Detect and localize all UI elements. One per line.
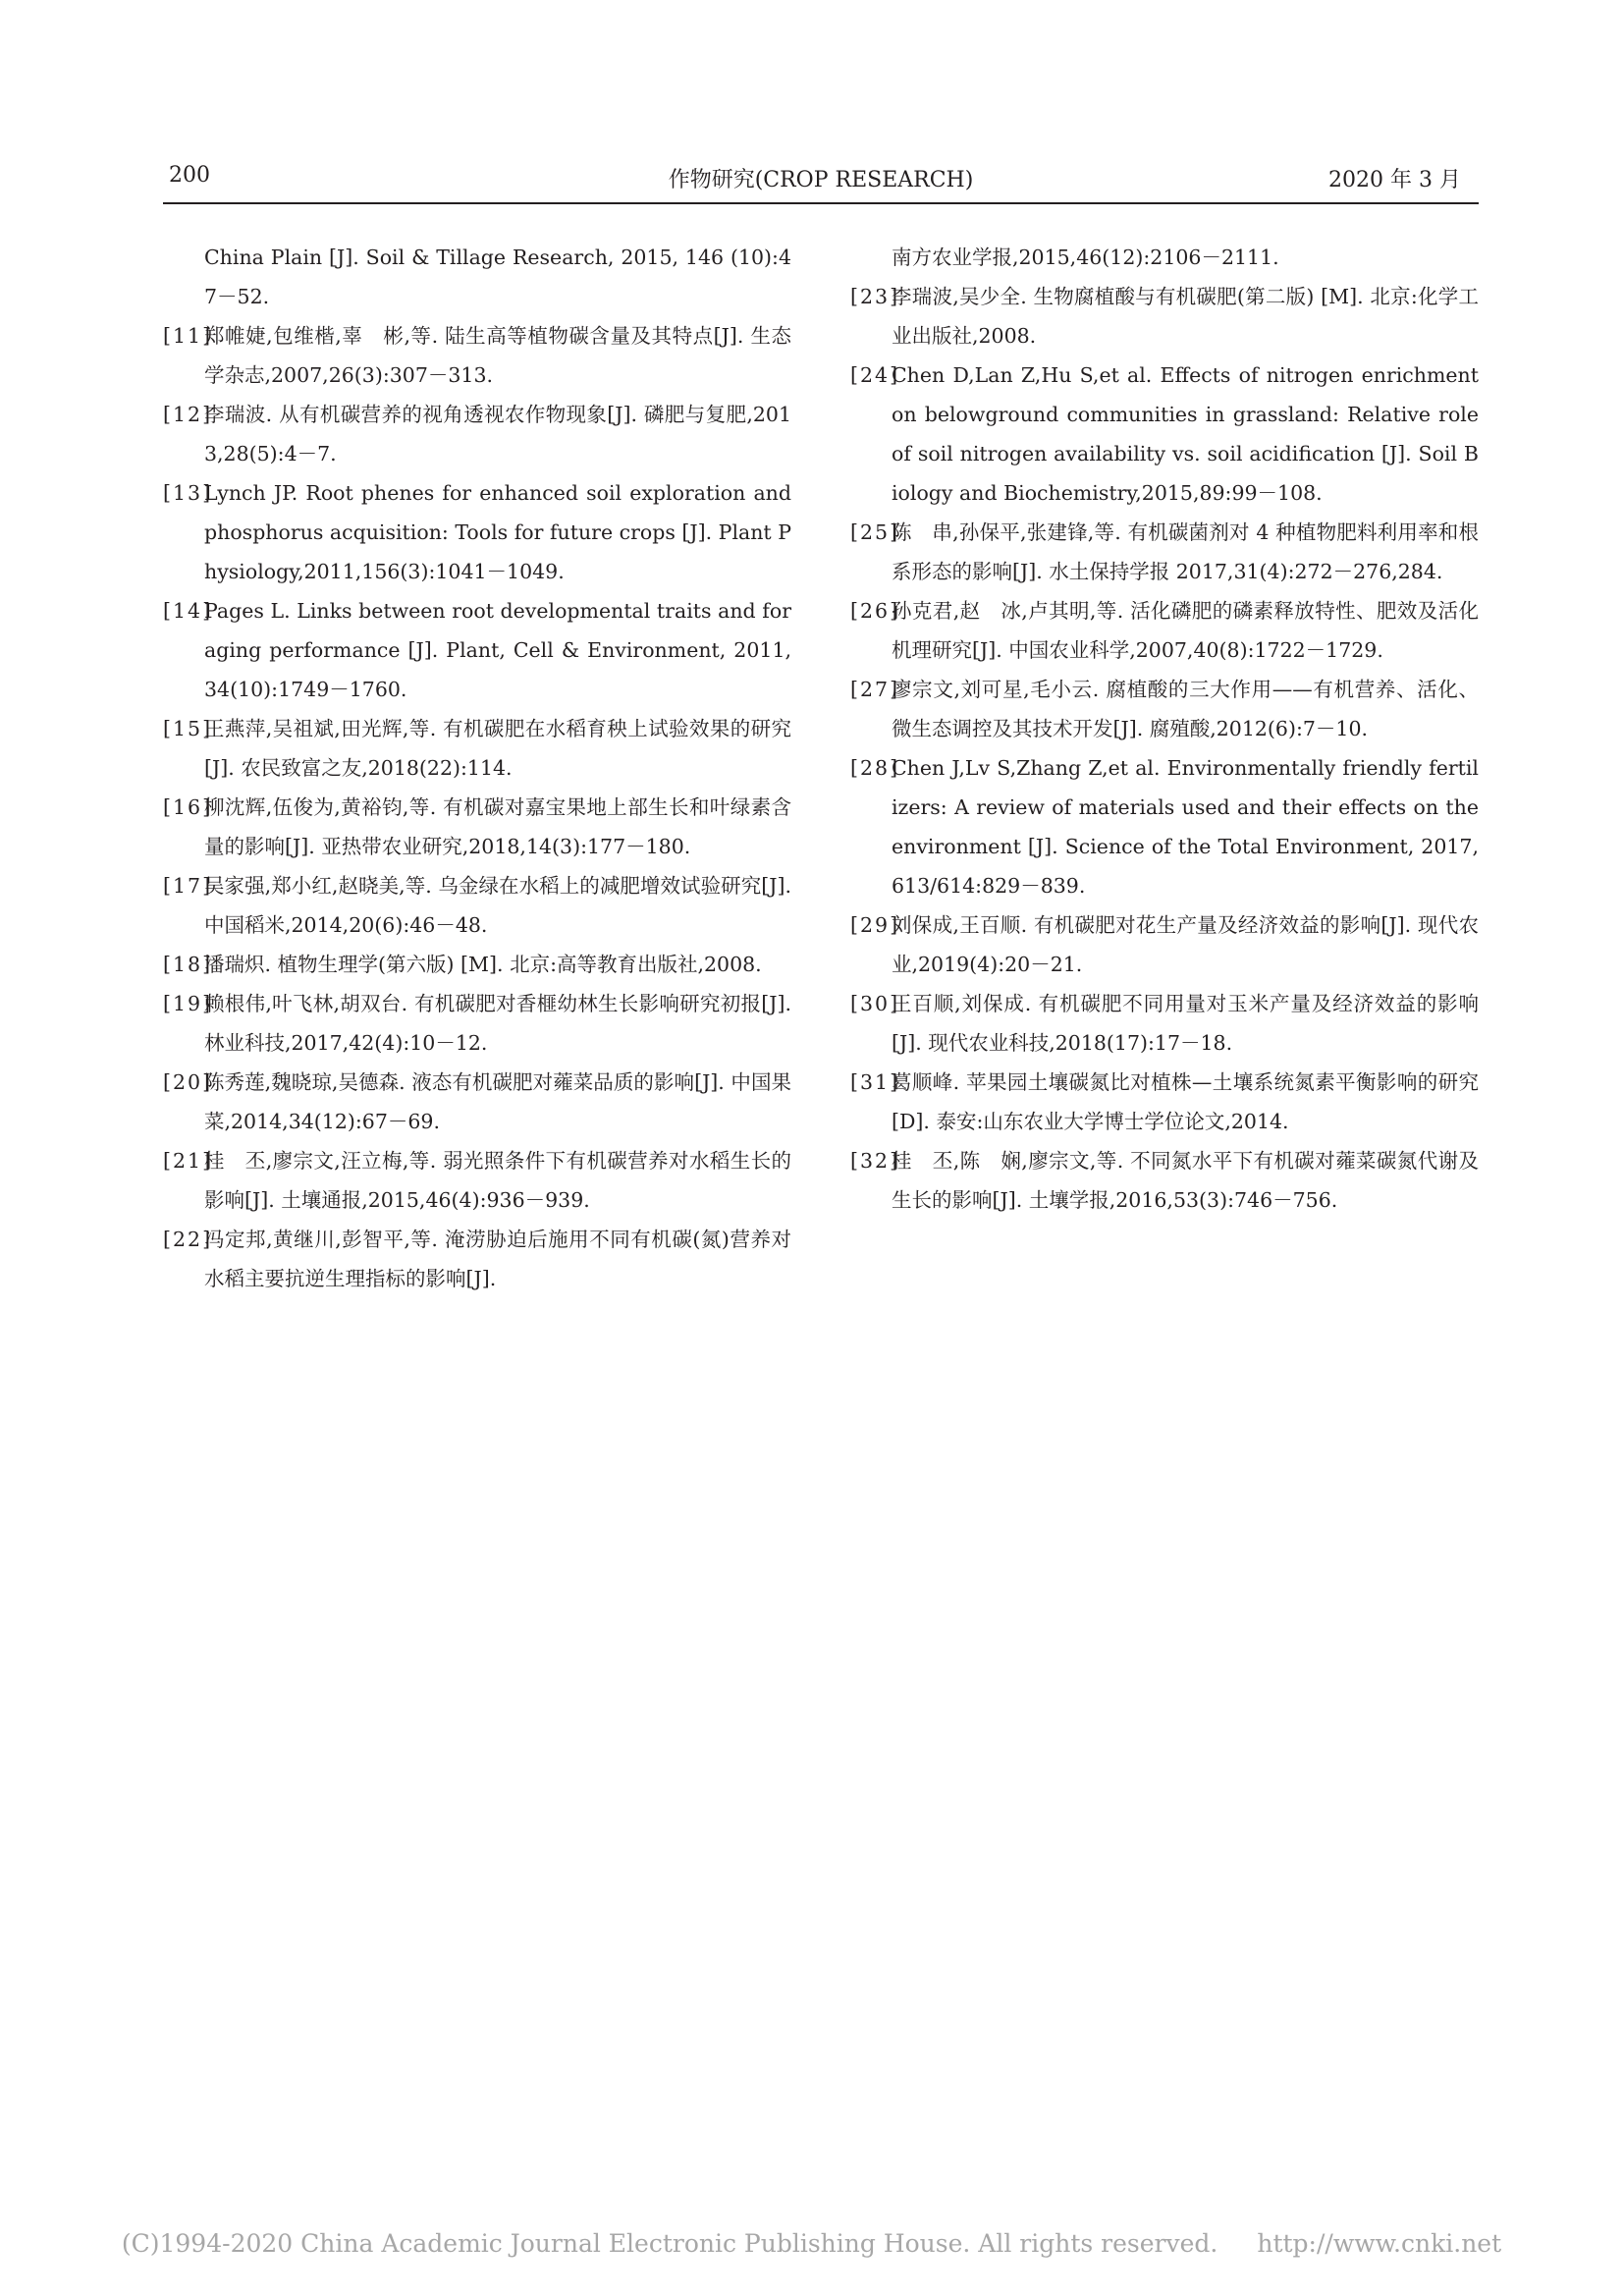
reference-text: 刘保成,王百顺. 有机碳肥对花生产量及经济效益的影响[J]. 现代农业,2019(4):20－21. bbox=[892, 913, 1479, 976]
reference-item bbox=[850, 277, 1479, 355]
reference-number: [12] bbox=[163, 403, 213, 426]
reference-number: [20] bbox=[163, 1070, 213, 1094]
reference-number: [15] bbox=[163, 717, 213, 740]
reference-item bbox=[850, 355, 1479, 513]
reference-text: 孙克君,赵 冰,卢其明,等. 活化磷肥的磷素释放特性、肥效及活化机理研究[J]. 中国农业科学,2007,40(8):1722－1729. bbox=[892, 599, 1479, 662]
reference-text: 桂 丕,廖宗文,汪立梅,等. 弱光照条件下有机碳营养对水稻生长的影响[J]. 土壤通报,2015,46(4):936－939. bbox=[204, 1149, 791, 1212]
reference-text: 陈秀莲,魏晓琼,吴德森. 液态有机碳肥对蕹菜品质的影响[J]. 中国果菜,2014,34(12):67－69. bbox=[204, 1070, 791, 1133]
page-number: 200 bbox=[169, 163, 210, 188]
reference-number: [17] bbox=[163, 874, 213, 898]
reference-text: Lynch JP. Root phenes for enhanced soil exploration and phosphorus acquisition: Tools for future crops [J]. Plant Physiology,2011,156(3):1041－1049. bbox=[204, 481, 791, 583]
reference-text: Pages L. Links between root developmental traits and foraging performance [J]. Plant, Cell & Environment, 2011,34(10):1749－1760. bbox=[204, 599, 791, 701]
reference-text: 王燕萍,吴祖斌,田光辉,等. 有机碳肥在水稻育秧上试验效果的研究[J]. 农民致富之友,2018(22):114. bbox=[204, 717, 791, 780]
reference-item bbox=[163, 788, 791, 866]
reference-text: 南方农业学报,2015,46(12):2106－2111. bbox=[892, 246, 1279, 269]
reference-text: 李瑞波. 从有机碳营养的视角透视农作物现象[J]. 磷肥与复肥,2013,28(5):4－7. bbox=[204, 403, 791, 465]
reference-number: [32] bbox=[850, 1149, 900, 1173]
reference-number: [14] bbox=[163, 599, 213, 623]
reference-item bbox=[850, 1141, 1479, 1220]
reference-text: 柳沈辉,伍俊为,黄裕钧,等. 有机碳对嘉宝果地上部生长和叶绿素含量的影响[J]. 亚热带农业研究,2018,14(3):177－180. bbox=[204, 795, 791, 858]
reference-number: [30] bbox=[850, 992, 900, 1015]
reference-text: 廖宗文,刘可星,毛小云. 腐植酸的三大作用——有机营养、活化、微生态调控及其技术开发[J]. 腐殖酸,2012(6):7－10. bbox=[892, 678, 1479, 740]
reference-text: 潘瑞炽. 植物生理学(第六版) [M]. 北京:高等教育出版社,2008. bbox=[204, 953, 762, 976]
reference-text: China Plain [J]. Soil & Tillage Research, 2015, 146 (10):47－52. bbox=[204, 246, 791, 308]
reference-text: Chen J,Lv S,Zhang Z,et al. Environmentally friendly fertilizers: A review of materials used and their effects on the environment [J]. Science of the Total Environment, 2017,613/614:829－839. bbox=[892, 756, 1479, 898]
issue-date: 2020 年 3 月 bbox=[1328, 168, 1461, 192]
reference-number: [21] bbox=[163, 1149, 213, 1173]
reference-text: 王百顺,刘保成. 有机碳肥不同用量对玉米产量及经济效益的影响[J]. 现代农业科技,2018(17):17－18. bbox=[892, 992, 1479, 1055]
reference-number: [29] bbox=[850, 913, 900, 937]
reference-item bbox=[163, 473, 791, 591]
reference-item bbox=[850, 748, 1479, 905]
reference-item bbox=[850, 984, 1479, 1063]
reference-text: 冯定邦,黄继川,彭智平,等. 淹涝胁迫后施用不同有机碳(氮)营养对水稻主要抗逆生理指标的影响[J]. bbox=[204, 1228, 791, 1290]
reference-number: [27] bbox=[850, 678, 900, 701]
reference-item bbox=[850, 905, 1479, 984]
reference-text: 陈 串,孙保平,张建锋,等. 有机碳菌剂对 4 种植物肥料利用率和根系形态的影响[J]. 水土保持学报 2017,31(4):272－276,284. bbox=[892, 520, 1479, 583]
references-right-column bbox=[850, 238, 1479, 1220]
reference-item bbox=[163, 709, 791, 788]
reference-number: [11] bbox=[163, 324, 213, 348]
reference-item bbox=[163, 316, 791, 395]
cnki-link[interactable]: http://www.cnki.net bbox=[1257, 2229, 1502, 2258]
reference-number: [18] bbox=[163, 953, 213, 976]
reference-number: [28] bbox=[850, 756, 900, 780]
reference-item bbox=[850, 513, 1479, 591]
reference-item bbox=[850, 1063, 1479, 1141]
reference-item bbox=[163, 866, 791, 945]
reference-item bbox=[163, 984, 791, 1063]
reference-item bbox=[163, 1063, 791, 1141]
reference-text: 桂 丕,陈 娴,廖宗文,等. 不同氮水平下有机碳对蕹菜碳氮代谢及生长的影响[J]. 土壤学报,2016,53(3):746－756. bbox=[892, 1149, 1479, 1212]
reference-item bbox=[850, 591, 1479, 670]
journal-title: 作物研究(CROP RESEARCH) bbox=[668, 168, 974, 192]
reference-text: 吴家强,郑小红,赵晓美,等. 乌金绿在水稻上的减肥增效试验研究[J]. 中国稻米,2014,20(6):46－48. bbox=[204, 874, 791, 937]
reference-number: [24] bbox=[850, 363, 900, 387]
reference-item bbox=[850, 670, 1479, 748]
reference-number: [22] bbox=[163, 1228, 213, 1251]
reference-number: [26] bbox=[850, 599, 900, 623]
reference-number: [19] bbox=[163, 992, 213, 1015]
reference-item bbox=[163, 1220, 791, 1298]
reference-text: 郑帷婕,包维楷,辜 彬,等. 陆生高等植物碳含量及其特点[J]. 生态学杂志,2007,26(3):307－313. bbox=[204, 324, 791, 387]
reference-continuation bbox=[850, 238, 1479, 277]
reference-number: [23] bbox=[850, 285, 900, 308]
page-header bbox=[163, 159, 1479, 204]
reference-item bbox=[163, 395, 791, 473]
reference-item bbox=[163, 945, 791, 984]
reference-text: Chen D,Lan Z,Hu S,et al. Effects of nitrogen enrichment on belowground communities in grassland: Relative role of soil nitrogen availability vs. soil acidification [J]. Soil Biology and Biochemistry,2015,89:99－108. bbox=[892, 363, 1479, 505]
copyright-text: (C)1994-2020 China Academic Journal Electronic Publishing House. All rights reserved. bbox=[121, 2229, 1218, 2258]
reference-text: 李瑞波,吴少全. 生物腐植酸与有机碳肥(第二版) [M]. 北京:化学工业出版社,2008. bbox=[892, 285, 1479, 348]
reference-continuation bbox=[163, 238, 791, 316]
reference-number: [25] bbox=[850, 520, 900, 544]
reference-number: [13] bbox=[163, 481, 213, 505]
reference-text: 赖根伟,叶飞林,胡双台. 有机碳肥对香榧幼林生长影响研究初报[J]. 林业科技,2017,42(4):10－12. bbox=[204, 992, 791, 1055]
references-left-column bbox=[163, 238, 791, 1298]
copyright-footer bbox=[0, 2229, 1623, 2258]
reference-number: [31] bbox=[850, 1070, 900, 1094]
reference-item bbox=[163, 591, 791, 709]
reference-number: [16] bbox=[163, 795, 213, 819]
reference-item bbox=[163, 1141, 791, 1220]
reference-text: 葛顺峰. 苹果园土壤碳氮比对植株—土壤系统氮素平衡影响的研究[D]. 泰安:山东农业大学博士学位论文,2014. bbox=[892, 1070, 1479, 1133]
